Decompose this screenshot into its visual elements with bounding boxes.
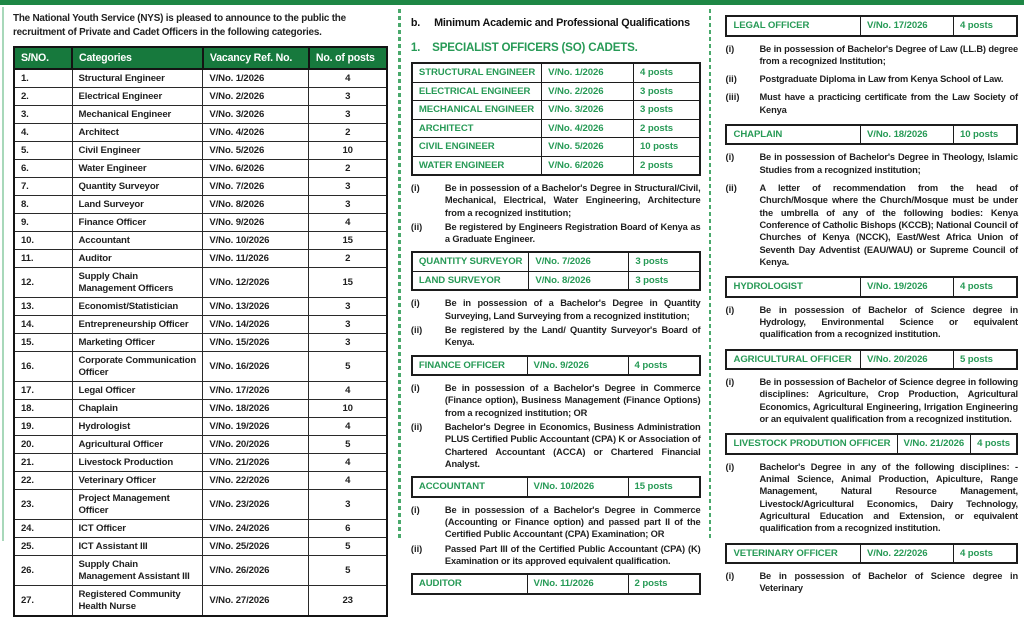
category-row xyxy=(14,316,387,334)
post-title-cell: ACCOUNTANT xyxy=(412,477,527,497)
category-row xyxy=(14,214,387,232)
category-cell: Mechanical Engineer xyxy=(72,106,203,124)
posts-cell: 3 xyxy=(309,334,387,352)
posts-cell: 3 posts xyxy=(634,82,700,101)
category-row xyxy=(14,124,387,142)
posts-cell: 4 xyxy=(309,214,387,232)
qualification-marker: (i) xyxy=(410,183,420,193)
post-title-cell: LAND SURVEYOR xyxy=(412,271,529,290)
qualification-marker: (i) xyxy=(410,383,420,394)
qualification-marker: (i) xyxy=(725,461,735,472)
veterinary-officer-table xyxy=(725,543,1018,565)
qualification-item xyxy=(725,182,1018,268)
posts-cell: 6 xyxy=(309,520,387,538)
vacancy-ref-cell: V/No. 1/2026 xyxy=(542,63,634,82)
vacancy-ref-cell: V/No. 10/2026 xyxy=(527,477,628,497)
posts-cell: 4 xyxy=(309,69,387,88)
qualification-table-row xyxy=(412,271,700,290)
vacancy-ref-cell: V/No. 2/2026 xyxy=(542,82,634,101)
qualification-marker: (i) xyxy=(725,152,735,163)
posts-cell: 15 xyxy=(309,232,387,250)
qualification-text: Be in possession of Bachelor of Science degree in Hydrology, Environmental Science or equivalent qualification from a recognized institution. xyxy=(759,304,1018,340)
vacancy-ref-cell: V/No. 21/2026 xyxy=(897,434,971,454)
category-row xyxy=(14,69,387,88)
posts-cell: 23 xyxy=(309,586,387,617)
posts-cell: 2 xyxy=(309,250,387,268)
posts-cell: 4 posts xyxy=(628,356,700,376)
posts-cell: 2 posts xyxy=(634,156,700,175)
qualification-text: Be in possession of a Bachelor's Degree in Structural/Civil, Mechanical, Electrical, Water Engineering, Architecture from a recognized institution; xyxy=(444,183,701,218)
category-row xyxy=(14,400,387,418)
qualification-table-row xyxy=(412,356,700,376)
category-cell: Architect xyxy=(72,124,203,142)
livestock-production-qualifications xyxy=(725,461,1018,535)
category-cell: Quantity Surveyor xyxy=(72,178,203,196)
post-title-cell: ARCHITECT xyxy=(412,119,542,138)
vacancy-ref-cell: V/No. 19/2026 xyxy=(203,418,309,436)
intro-text: The National Youth Service (NYS) is pleased to announce to the public the recruitment of Private and Cadet Officers in the following categories. xyxy=(13,13,346,38)
qualification-item xyxy=(411,221,701,246)
top-green-bar xyxy=(0,0,1024,5)
sno-cell: 5. xyxy=(14,142,72,160)
posts-cell: 5 xyxy=(309,538,387,556)
vacancy-ref-cell: V/No. 12/2026 xyxy=(203,268,309,298)
category-cell: Entrepreneurship Officer xyxy=(72,316,203,334)
vacancy-ref-cell: V/No. 2/2026 xyxy=(203,88,309,106)
posts-cell: 3 xyxy=(309,196,387,214)
qualification-item xyxy=(411,504,701,541)
column-qualifications xyxy=(401,7,709,590)
category-row xyxy=(14,472,387,490)
surveyors-qualifications xyxy=(411,297,701,348)
sno-cell: 6. xyxy=(14,160,72,178)
category-cell: Legal Officer xyxy=(72,382,203,400)
sno-cell: 23. xyxy=(14,490,72,520)
vacancy-ref-cell: V/No. 6/2026 xyxy=(203,160,309,178)
qualification-marker: (i) xyxy=(725,377,735,388)
qualification-text: Be in possession of Bachelor's Degree of Law (LL.B) degree from a recognized Institution; xyxy=(759,43,1018,66)
veterinary-officer-qualifications xyxy=(725,570,1018,595)
sno-cell: 25. xyxy=(14,538,72,556)
category-cell: Hydrologist xyxy=(72,418,203,436)
qualification-table-row xyxy=(412,119,700,138)
sno-cell: 22. xyxy=(14,472,72,490)
posts-cell: 3 xyxy=(309,178,387,196)
qualification-text: Be in possession of a Bachelor's Degree in Commerce (Accounting or Finance option) and passed part II of the Certified Public Accountant (CPA) Examination; OR xyxy=(444,504,701,540)
qualification-item xyxy=(411,543,701,568)
post-title-cell: ELECTRICAL ENGINEER xyxy=(412,82,542,101)
sno-cell: 13. xyxy=(14,298,72,316)
sno-cell: 14. xyxy=(14,316,72,334)
vacancy-ref-cell: V/No. 11/2026 xyxy=(527,574,628,594)
vacancy-ref-cell: V/No. 8/2026 xyxy=(203,196,309,214)
category-row xyxy=(14,88,387,106)
section-heading-1-title: SPECIALIST OFFICERS (SO) CADETS. xyxy=(432,41,638,54)
posts-cell: 4 xyxy=(309,454,387,472)
posts-cell: 10 posts xyxy=(634,138,700,157)
post-title-cell: VETERINARY OFFICER xyxy=(726,544,860,564)
posts-cell: 10 xyxy=(309,400,387,418)
vacancy-ref-cell: V/No. 21/2026 xyxy=(203,454,309,472)
category-cell: Supply Chain Management Assistant III xyxy=(72,556,203,586)
qualification-marker: (i) xyxy=(725,571,735,582)
post-title-cell: AUDITOR xyxy=(412,574,527,594)
category-cell: Accountant xyxy=(72,232,203,250)
engineers-qualifications xyxy=(411,182,701,245)
category-row xyxy=(14,352,387,382)
category-row xyxy=(14,418,387,436)
sno-cell: 12. xyxy=(14,268,72,298)
qualification-table-row xyxy=(412,82,700,101)
category-cell: Veterinary Officer xyxy=(72,472,203,490)
posts-cell: 4 xyxy=(309,472,387,490)
qualification-text: Be in possession of a Bachelor's Degree in Commerce (Finance option), Business Management (Finance Options) from a recognized institution; OR xyxy=(444,383,701,418)
category-row xyxy=(14,520,387,538)
qualification-marker: (ii) xyxy=(725,74,737,85)
vacancy-ref-cell: V/No. 3/2026 xyxy=(542,101,634,120)
category-row xyxy=(14,232,387,250)
header-no-of-posts: No. of posts xyxy=(309,47,387,69)
qualification-item xyxy=(411,182,701,219)
finance-officer-qualifications xyxy=(411,382,701,470)
qualification-item xyxy=(725,570,1018,595)
qualification-marker: (i) xyxy=(410,504,420,515)
category-row xyxy=(14,538,387,556)
section-heading-1-number: 1. xyxy=(410,41,421,54)
qualification-table-row xyxy=(726,434,1017,454)
category-row xyxy=(14,436,387,454)
section-heading-b xyxy=(411,17,701,29)
category-row xyxy=(14,178,387,196)
sno-cell: 17. xyxy=(14,382,72,400)
qualification-table-row xyxy=(412,477,700,497)
vacancy-ref-cell: V/No. 18/2026 xyxy=(860,125,953,145)
categories-header-row xyxy=(14,47,387,69)
post-title-cell: HYDROLOGIST xyxy=(726,277,860,297)
vacancy-ref-cell: V/No. 5/2026 xyxy=(203,142,309,160)
qualification-marker: (i) xyxy=(410,298,420,309)
posts-cell: 3 xyxy=(309,298,387,316)
vacancy-ref-cell: V/No. 27/2026 xyxy=(203,586,309,617)
chaplain-qualifications xyxy=(725,151,1018,268)
category-cell: Livestock Production xyxy=(72,454,203,472)
posts-cell: 3 xyxy=(309,490,387,520)
sno-cell: 16. xyxy=(14,352,72,382)
category-cell: Marketing Officer xyxy=(72,334,203,352)
legal-officer-qualifications xyxy=(725,43,1018,116)
vacancy-ref-cell: V/No. 26/2026 xyxy=(203,556,309,586)
post-title-cell: MECHANICAL ENGINEER xyxy=(412,101,542,120)
qualification-item xyxy=(725,151,1018,176)
sno-cell: 18. xyxy=(14,400,72,418)
vacancy-ref-cell: V/No. 9/2026 xyxy=(203,214,309,232)
vacancy-ref-cell: V/No. 11/2026 xyxy=(203,250,309,268)
qualification-text: Must have a practicing certificate from the Law Society of Kenya xyxy=(759,92,1018,115)
auditor-table xyxy=(411,573,701,595)
qualification-marker: (ii) xyxy=(410,422,423,433)
qualification-table-row xyxy=(412,63,700,82)
qualification-marker: (i) xyxy=(725,43,735,54)
posts-cell: 2 posts xyxy=(634,119,700,138)
qualification-marker: (ii) xyxy=(725,183,737,194)
category-row xyxy=(14,490,387,520)
category-cell: Civil Engineer xyxy=(72,142,203,160)
header-vacancy-ref: Vacancy Ref. No. xyxy=(203,47,309,69)
left-green-rule xyxy=(2,7,4,541)
sno-cell: 21. xyxy=(14,454,72,472)
posts-cell: 15 posts xyxy=(628,477,700,497)
vacancy-ref-cell: V/No. 18/2026 xyxy=(203,400,309,418)
qualification-item xyxy=(725,43,1018,68)
qualification-table-row xyxy=(726,350,1017,370)
posts-cell: 2 xyxy=(309,160,387,178)
vacancy-ref-cell: V/No. 9/2026 xyxy=(527,356,628,376)
qualification-text: Be in possession of Bachelor's Degree in Theology, Islamic Studies from a recognized institution; xyxy=(759,152,1018,175)
category-cell: Corporate Communication Officer xyxy=(72,352,203,382)
chaplain-table xyxy=(725,124,1018,146)
vacancy-ref-cell: V/No. 15/2026 xyxy=(203,334,309,352)
vacancy-ref-cell: V/No. 4/2026 xyxy=(203,124,309,142)
category-cell: Agricultural Officer xyxy=(72,436,203,454)
posts-cell: 5 xyxy=(309,352,387,382)
accountant-table xyxy=(411,476,701,498)
header-categories: Categories xyxy=(72,47,203,69)
qualification-text: Postgraduate Diploma in Law from Kenya School of Law. xyxy=(759,74,1004,85)
surveyors-table xyxy=(411,251,701,291)
vacancy-ref-cell: V/No. 8/2026 xyxy=(529,271,629,290)
post-title-cell: LIVESTOCK PRODUTION OFFICER xyxy=(726,434,897,454)
qualification-text: Bachelor's Degree in Economics, Business Administration PLUS Certified Public Accountant (CPA) K or Association of Chartered Accountant (ACCA) or Chartered Financial Analyst. xyxy=(444,422,701,469)
section-heading-b-title: Minimum Academic and Professional Qualifications xyxy=(434,17,690,29)
section-heading-1 xyxy=(411,41,701,54)
qualification-item xyxy=(411,421,701,470)
post-title-cell: QUANTITY SURVEYOR xyxy=(412,252,529,271)
column-qualifications-right xyxy=(711,7,1024,594)
category-row xyxy=(14,382,387,400)
qualification-text: Bachelor's Degree in any of the following disciplines: - Animal Science, Animal Production, Apiculture, Range Management, Natural Resource Management, Livestock/Agricultural Economics, Dairy Technology, Agricultural Education and Extension, or equivalent qualification from a recognized institution. xyxy=(759,461,1018,534)
qualification-marker: (ii) xyxy=(410,325,423,336)
qualification-table-row xyxy=(726,277,1017,297)
qualification-marker: (ii) xyxy=(410,221,423,232)
finance-officer-table xyxy=(411,355,701,377)
qualification-table-row xyxy=(726,544,1017,564)
qualification-text: Be in possession of Bachelor of Science degree in Veterinary xyxy=(759,571,1018,594)
sno-cell: 7. xyxy=(14,178,72,196)
qualification-item xyxy=(725,304,1018,341)
sno-cell: 4. xyxy=(14,124,72,142)
vacancy-ref-cell: V/No. 13/2026 xyxy=(203,298,309,316)
qualification-table-row xyxy=(726,16,1017,36)
qualification-item xyxy=(725,73,1018,85)
qualification-marker: (ii) xyxy=(410,543,423,554)
vacancy-ref-cell: V/No. 25/2026 xyxy=(203,538,309,556)
sno-cell: 15. xyxy=(14,334,72,352)
hydrologist-table xyxy=(725,276,1018,298)
posts-cell: 4 posts xyxy=(953,544,1017,564)
sno-cell: 2. xyxy=(14,88,72,106)
category-row xyxy=(14,586,387,617)
posts-cell: 5 xyxy=(309,556,387,586)
qualification-item xyxy=(411,297,701,322)
category-cell: Finance Officer xyxy=(72,214,203,232)
posts-cell: 15 xyxy=(309,268,387,298)
posts-cell: 10 xyxy=(309,142,387,160)
qualification-item xyxy=(411,324,701,349)
vacancy-ref-cell: V/No. 7/2026 xyxy=(529,252,629,271)
vacancy-ref-cell: V/No. 16/2026 xyxy=(203,352,309,382)
livestock-production-officer-table xyxy=(725,433,1018,455)
sno-cell: 1. xyxy=(14,69,72,88)
category-cell: Project Management Officer xyxy=(72,490,203,520)
sno-cell: 24. xyxy=(14,520,72,538)
qualification-table-row xyxy=(412,101,700,120)
posts-cell: 5 xyxy=(309,436,387,454)
sno-cell: 8. xyxy=(14,196,72,214)
post-title-cell: LEGAL OFFICER xyxy=(726,16,860,36)
accountant-qualifications xyxy=(411,504,701,567)
sno-cell: 9. xyxy=(14,214,72,232)
vacancy-ref-cell: V/No. 14/2026 xyxy=(203,316,309,334)
vacancy-ref-cell: V/No. 22/2026 xyxy=(203,472,309,490)
sno-cell: 10. xyxy=(14,232,72,250)
posts-cell: 3 posts xyxy=(629,271,700,290)
post-title-cell: CHAPLAIN xyxy=(726,125,860,145)
vacancy-ref-cell: V/No. 4/2026 xyxy=(542,119,634,138)
posts-cell: 4 posts xyxy=(634,63,700,82)
qualification-table-row xyxy=(412,138,700,157)
post-title-cell: STRUCTURAL ENGINEER xyxy=(412,63,542,82)
category-row xyxy=(14,454,387,472)
qualification-marker: (i) xyxy=(725,304,735,315)
post-title-cell: CIVIL ENGINEER xyxy=(412,138,542,157)
posts-cell: 4 posts xyxy=(953,16,1017,36)
sno-cell: 3. xyxy=(14,106,72,124)
qualification-item xyxy=(725,461,1018,535)
posts-cell: 3 posts xyxy=(629,252,700,271)
post-title-cell: WATER ENGINEER xyxy=(412,156,542,175)
qualification-text: Passed Part III of the Certified Public Accountant (CPA) (K) Examination or its approved equivalent qualification. xyxy=(444,543,701,566)
vacancy-ref-cell: V/No. 24/2026 xyxy=(203,520,309,538)
qualification-item xyxy=(725,376,1018,425)
agricultural-officer-table xyxy=(725,349,1018,371)
vacancy-ref-cell: V/No. 20/2026 xyxy=(203,436,309,454)
post-title-cell: AGRICULTURAL OFFICER xyxy=(726,350,860,370)
posts-cell: 3 xyxy=(309,106,387,124)
posts-cell: 5 posts xyxy=(953,350,1017,370)
engineers-table xyxy=(411,62,701,176)
qualification-text: Be registered by Engineers Registration Board of Kenya as a Graduate Engineer. xyxy=(444,221,701,245)
vacancy-ref-cell: V/No. 10/2026 xyxy=(203,232,309,250)
vacancy-ref-cell: V/No. 17/2026 xyxy=(203,382,309,400)
vacancy-ref-cell: V/No. 5/2026 xyxy=(542,138,634,157)
categories-table xyxy=(13,46,388,617)
posts-cell: 4 xyxy=(309,382,387,400)
category-cell: Electrical Engineer xyxy=(72,88,203,106)
category-row xyxy=(14,268,387,298)
posts-cell: 4 xyxy=(309,418,387,436)
category-cell: Structural Engineer xyxy=(72,69,203,88)
vacancy-ref-cell: V/No. 7/2026 xyxy=(203,178,309,196)
category-row xyxy=(14,334,387,352)
vacancy-ref-cell: V/No. 1/2026 xyxy=(203,69,309,88)
qualification-text: Be in possession of Bachelor of Science degree in following disciplines: Agriculture, Crop Production, Agricultural Economics, Agricultural Engineering, Irrigation Engineering or an equivalent qualification from a recognized institution. xyxy=(759,377,1018,424)
sno-cell: 11. xyxy=(14,250,72,268)
category-cell: Water Engineer xyxy=(72,160,203,178)
category-cell: Auditor xyxy=(72,250,203,268)
header-sno: S/NO. xyxy=(14,47,72,69)
vacancy-ref-cell: V/No. 17/2026 xyxy=(860,16,953,36)
category-row xyxy=(14,250,387,268)
qualification-item xyxy=(411,382,701,419)
qualification-table-row xyxy=(412,252,700,271)
category-row xyxy=(14,556,387,586)
vacancy-ref-cell: V/No. 22/2026 xyxy=(860,544,953,564)
sno-cell: 27. xyxy=(14,586,72,617)
sno-cell: 26. xyxy=(14,556,72,586)
posts-cell: 3 posts xyxy=(634,101,700,120)
qualification-text: A letter of recommendation from the head of Church/Mosque where the Church/Mosque must be under the umbrella of any of the following bodies: Kenya Conference of Catholic Bishops (KCCB); National Council of Churches of Kenya (NCCK), East/West Africa Union of Seventh Day Adventist (EAU/WAU) or Supreme Council of Kenya. xyxy=(759,183,1018,267)
category-row xyxy=(14,142,387,160)
category-cell: Supply Chain Management Officers xyxy=(72,268,203,298)
category-cell: Land Surveyor xyxy=(72,196,203,214)
category-cell: Registered Community Health Nurse xyxy=(72,586,203,617)
category-cell: ICT Officer xyxy=(72,520,203,538)
sno-cell: 19. xyxy=(14,418,72,436)
qualification-text: Be registered by the Land/ Quantity Surveyor's Board of Kenya. xyxy=(444,325,701,348)
posts-cell: 10 posts xyxy=(953,125,1017,145)
hydrologist-qualifications xyxy=(725,304,1018,341)
qualification-table-row xyxy=(412,574,700,594)
agricultural-officer-qualifications xyxy=(725,376,1018,425)
vacancy-ref-cell: V/No. 19/2026 xyxy=(860,277,953,297)
vacancy-ref-cell: V/No. 23/2026 xyxy=(203,490,309,520)
posts-cell: 2 posts xyxy=(628,574,700,594)
category-row xyxy=(14,106,387,124)
category-row xyxy=(14,298,387,316)
qualification-table-row xyxy=(726,125,1017,145)
vacancy-ref-cell: V/No. 20/2026 xyxy=(860,350,953,370)
posts-cell: 4 posts xyxy=(953,277,1017,297)
category-cell: Chaplain xyxy=(72,400,203,418)
vacancy-ref-cell: V/No. 6/2026 xyxy=(542,156,634,175)
column-categories xyxy=(0,7,398,612)
post-title-cell: FINANCE OFFICER xyxy=(412,356,527,376)
vacancy-ref-cell: V/No. 3/2026 xyxy=(203,106,309,124)
qualification-item xyxy=(725,91,1018,116)
category-row xyxy=(14,196,387,214)
posts-cell: 3 xyxy=(309,316,387,334)
section-heading-b-number: b. xyxy=(410,17,421,29)
category-row xyxy=(14,160,387,178)
legal-officer-table xyxy=(725,15,1018,37)
category-cell: ICT Assistant III xyxy=(72,538,203,556)
qualification-text: Be in possession of a Bachelor's Degree in Quantity Surveying, Land Surveying from a recognized institution; xyxy=(444,298,701,321)
sno-cell: 20. xyxy=(14,436,72,454)
posts-cell: 3 xyxy=(309,88,387,106)
qualification-marker: (iii) xyxy=(725,92,740,103)
qualification-table-row xyxy=(412,156,700,175)
posts-cell: 4 posts xyxy=(971,434,1017,454)
posts-cell: 2 xyxy=(309,124,387,142)
category-cell: Economist/Statistician xyxy=(72,298,203,316)
